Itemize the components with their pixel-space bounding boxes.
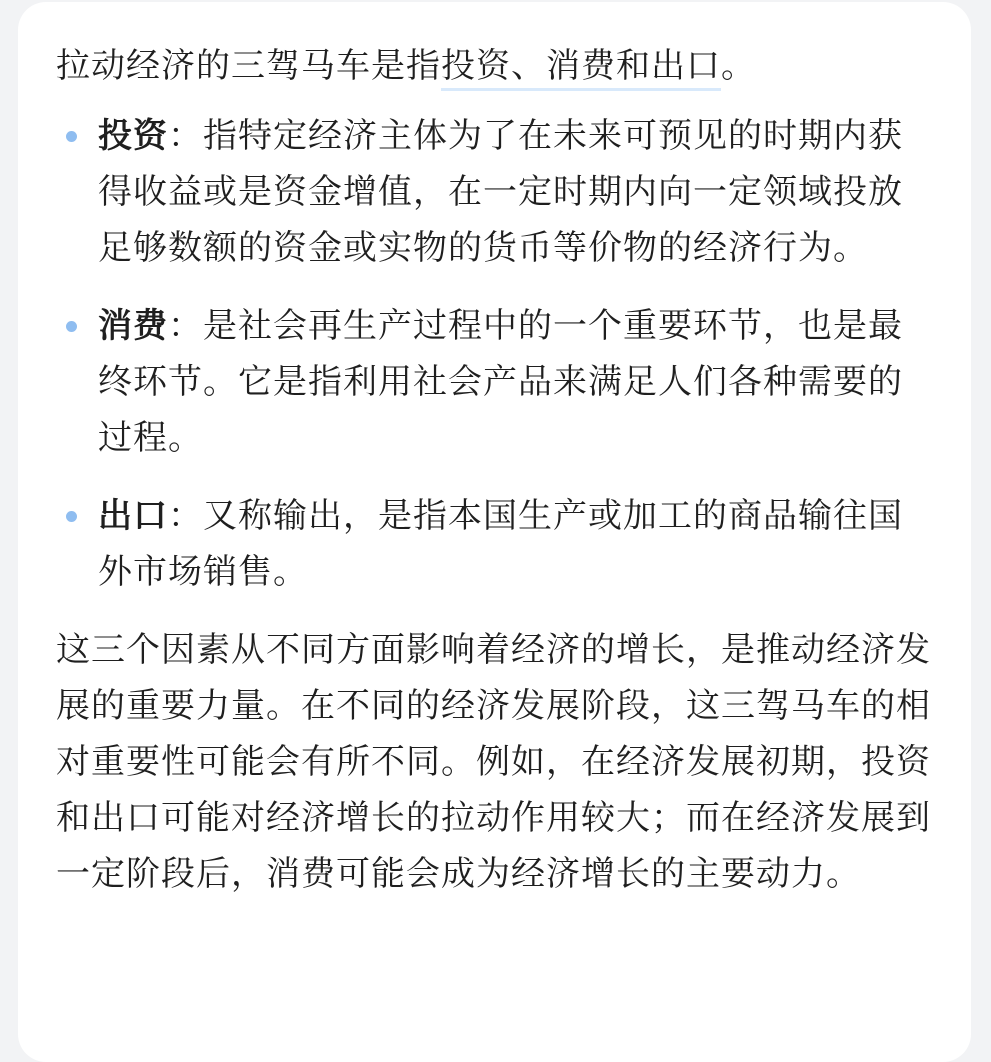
term-investment: 投资 <box>98 116 168 156</box>
list-item-consumption <box>56 298 931 466</box>
term-separator: ： <box>168 306 203 346</box>
intro-highlight: 投资、消费和出口 <box>441 46 721 91</box>
intro-paragraph <box>56 38 931 94</box>
definition-export: 又称输出，是指本国生产或加工的商品输往国外市场销售。 <box>98 496 903 592</box>
term-separator: ： <box>168 116 203 156</box>
summary-paragraph: 这三个因素从不同方面影响着经济的增长，是推动经济发展的重要力量。在不同的经济发展阶段，这三驾马车的相对重要性可能会有所不同。例如，在经济发展初期，投资和出口可能对经济增长的拉动作用较大；而在经济发展到一定阶段后，消费可能会成为经济增长的主要动力。 <box>56 630 931 894</box>
definition-consumption: 是社会再生产过程中的一个重要环节，也是最终环节。它是指利用社会产品来满足人们各种需要的过程。 <box>98 306 903 458</box>
term-export: 出口 <box>98 496 168 536</box>
intro-suffix: 。 <box>721 46 756 86</box>
list-item-investment <box>56 108 931 276</box>
intro-prefix: 拉动经济的三驾马车是指 <box>56 46 441 86</box>
bullet-dot-icon <box>66 131 77 142</box>
list-item-export <box>56 488 931 600</box>
term-consumption: 消费 <box>98 306 168 346</box>
bullet-list <box>56 108 931 600</box>
bullet-dot-icon <box>66 511 77 522</box>
definition-investment: 指特定经济主体为了在未来可预见的时期内获得收益或是资金增值，在一定时期内向一定领域投放足够数额的资金或实物的货币等价物的经济行为。 <box>98 116 903 268</box>
answer-card <box>18 2 971 1062</box>
term-separator: ： <box>168 496 203 536</box>
bullet-dot-icon <box>66 321 77 332</box>
